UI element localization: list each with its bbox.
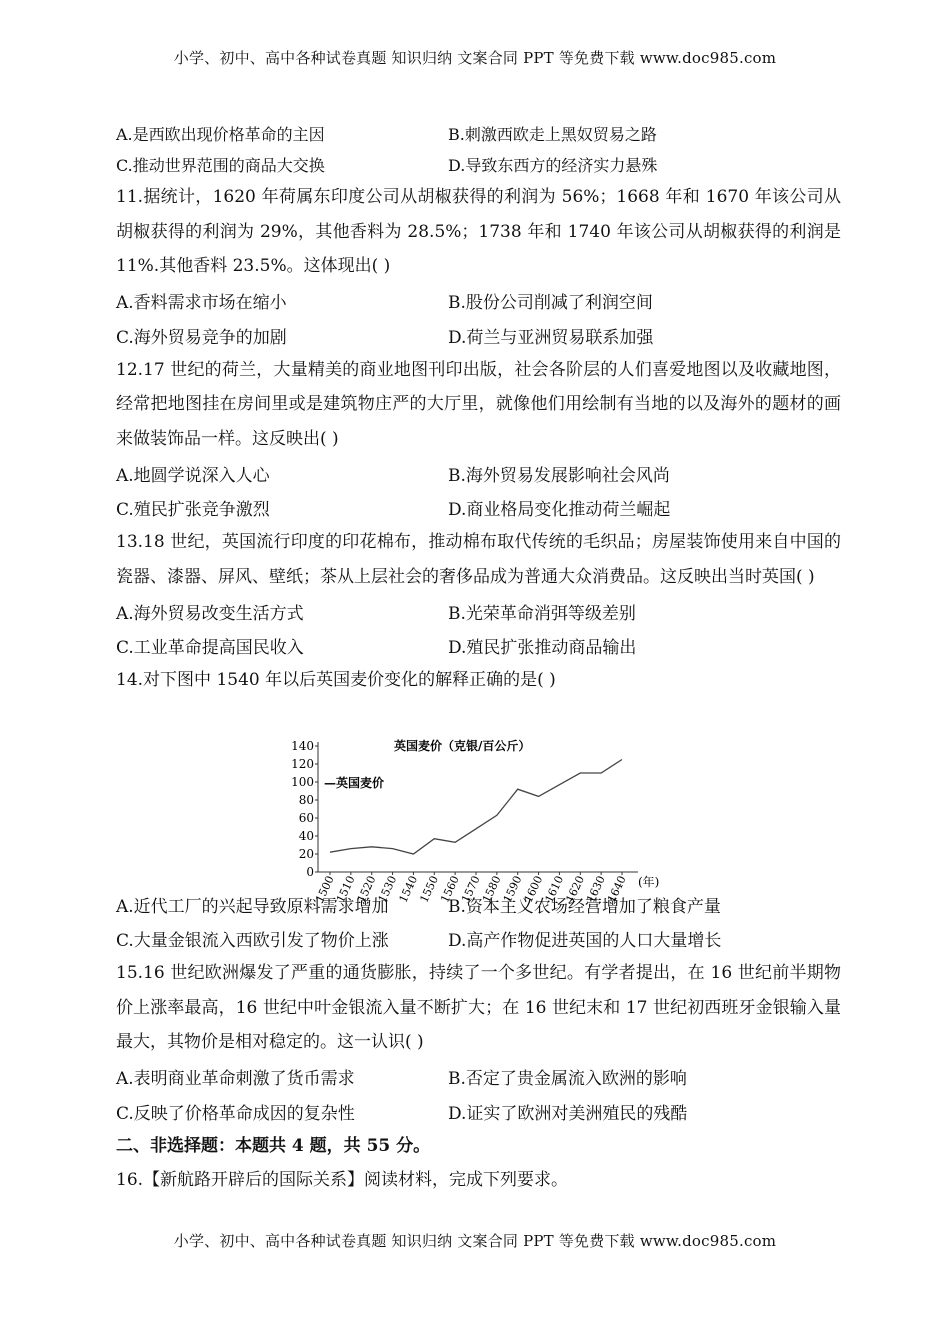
q13-options-row-2 xyxy=(116,629,841,664)
q12-options-row-2 xyxy=(116,491,841,526)
chart-svg xyxy=(286,735,666,915)
x-tick-label: 1570 xyxy=(459,873,483,905)
y-tick-label: 40 xyxy=(298,829,314,843)
q10-options-row-1 xyxy=(116,118,841,149)
q10-option-a: A.是西欧出现价格革命的主因 xyxy=(116,125,325,144)
q14-options-row-2 xyxy=(116,922,841,957)
q15-option-c: C.反映了价格革命成因的复杂性 xyxy=(116,1103,355,1124)
x-tick-label: 1610 xyxy=(542,873,567,905)
q10-options-row-2 xyxy=(116,149,841,180)
q13-options-row-1 xyxy=(116,594,841,629)
wheat-price-chart xyxy=(286,735,666,915)
y-tick-label: 60 xyxy=(298,811,314,825)
section-2-heading: 二、非选择题：本题共 4 题，共 55 分。 xyxy=(116,1135,431,1156)
q12-option-c: C.殖民扩张竞争激烈 xyxy=(116,500,270,521)
question-content xyxy=(116,118,841,1197)
q11-option-b: B.股份公司削减了利润空间 xyxy=(448,293,653,314)
q14-option-d: D.高产作物促进英国的人口大量增长 xyxy=(448,931,722,952)
chart-series xyxy=(330,760,622,855)
page-footer: 小学、初中、高中各种试卷真题 知识归纳 文案合同 PPT 等免费下载 www.doc985.com xyxy=(173,1232,777,1250)
x-tick-label: 1530 xyxy=(375,873,400,905)
chart-legend: —英国麦价 xyxy=(324,776,385,790)
x-tick-label: 1580 xyxy=(479,873,504,905)
y-tick-label: 120 xyxy=(291,757,314,771)
y-tick-label: 20 xyxy=(298,847,314,861)
x-tick-label: 1520 xyxy=(354,873,379,905)
q12-stem: 12.17 世纪的荷兰，大量精美的商业地图刊印出版，社会各阶层的人们喜爱地图以及收藏地图，经常把地图挂在房间里或是建筑物庄严的大厅里，就像他们用绘制有当地的以及海外的题材的画来做装饰品一样。这反映出( ) xyxy=(116,359,841,449)
q11-option-c: C.海外贸易竞争的加剧 xyxy=(116,327,287,348)
q15-options-row-1 xyxy=(116,1060,841,1095)
q15-option-d: D.证实了欧洲对美洲殖民的残酷 xyxy=(448,1103,688,1124)
q11-option-d: D.荷兰与亚洲贸易联系加强 xyxy=(448,327,654,348)
x-tick-label: 1620 xyxy=(563,873,588,905)
q13-option-d: D.殖民扩张推动商品输出 xyxy=(448,638,637,659)
x-tick-label: 1500 xyxy=(313,873,337,905)
page-header: 小学、初中、高中各种试卷真题 知识归纳 文案合同 PPT 等免费下载 www.doc985.com xyxy=(173,49,777,67)
y-tick-label: 140 xyxy=(291,739,314,753)
q12-options-row-1 xyxy=(116,456,841,491)
chart-x-ticks xyxy=(313,872,629,905)
q12-option-a: A.地圆学说深入人心 xyxy=(116,465,270,486)
q11-options-row-1 xyxy=(116,284,841,319)
q15-stem: 15.16 世纪欧洲爆发了严重的通货膨胀，持续了一个多世纪。有学者提出，在 16 世纪前半期物价上涨率最高，16 世纪中叶金银流入量不断扩大；在 16 世纪末和 17 世纪初西班牙金银输入量最大，其物价是相对稳定的。这一认识( ) xyxy=(116,963,841,1052)
x-tick-label: 1550 xyxy=(417,873,442,905)
q15-options-row-2 xyxy=(116,1094,841,1129)
q14-stem: 14.对下图中 1540 年以后英国麦价变化的解释正确的是( ) xyxy=(116,670,556,690)
q14-option-c: C.大量金银流入西欧引发了物价上涨 xyxy=(116,931,389,952)
y-tick-label: 80 xyxy=(298,793,314,807)
q13-stem: 13.18 世纪，英国流行印度的印花棉布，推动棉布取代传统的毛织品；房屋装饰使用来自中国的瓷器、漆器、屏风、壁纸；茶从上层社会的奢侈品成为普通大众消费品。这反映出当时英国( ) xyxy=(116,532,841,587)
q13-option-a: A.海外贸易改变生活方式 xyxy=(116,603,304,624)
q15-option-a: A.表明商业革命刺激了货币需求 xyxy=(116,1069,355,1090)
q13-option-b: B.光荣革命消弭等级差别 xyxy=(448,603,636,624)
q15-option-b: B.否定了贵金属流入欧洲的影响 xyxy=(448,1069,687,1090)
y-tick-label: 0 xyxy=(306,865,314,879)
x-tick-label: 1510 xyxy=(333,873,358,905)
x-tick-label: 1630 xyxy=(584,873,608,905)
q10-option-c: C.推动世界范围的商品大交换 xyxy=(116,156,325,175)
series-line-wheat-price xyxy=(330,760,622,855)
x-tick-label: 1640 xyxy=(605,873,629,905)
q11-stem: 11.据统计，1620 年荷属东印度公司从胡椒获得的利润为 56%；1668 年和 1670 年该公司从胡椒获得的利润为 29%，其他香料为 28.5%；1738 年和 1740 年该公司从胡椒获得的利润是 11%.其他香料 23.5%。这体现出( ) xyxy=(116,187,841,276)
chart-title: 英国麦价（克银/百公斤） xyxy=(394,739,531,753)
q12-option-b: B.海外贸易发展影响社会风尚 xyxy=(448,465,670,486)
chart-axes xyxy=(318,742,638,872)
q16-stem: 16.【新航路开辟后的国际关系】阅读材料，完成下列要求。 xyxy=(116,1169,569,1190)
q14-option-a: A.近代工厂的兴起导致原料需求增加 xyxy=(116,896,389,917)
q11-option-a: A.香料需求市场在缩小 xyxy=(116,293,287,314)
chart-x-axis-label: (年) xyxy=(638,875,660,889)
chart-y-ticks xyxy=(291,739,318,879)
x-tick-label: 1560 xyxy=(438,873,462,905)
q10-option-b: B.刺激西欧走上黑奴贸易之路 xyxy=(448,125,657,144)
y-tick-label: 100 xyxy=(291,775,314,789)
x-tick-label: 1540 xyxy=(396,873,421,905)
q12-option-d: D.商业格局变化推动荷兰崛起 xyxy=(448,500,671,521)
q13-option-c: C.工业革命提高国民收入 xyxy=(116,638,304,659)
x-tick-label: 1590 xyxy=(500,873,525,905)
x-tick-label: 1600 xyxy=(521,873,546,905)
q10-option-d: D.导致东西方的经济实力悬殊 xyxy=(448,156,658,175)
q11-options-row-2 xyxy=(116,318,841,353)
q14-option-b: B.资本主义农场经营增加了粮食产量 xyxy=(448,896,721,917)
